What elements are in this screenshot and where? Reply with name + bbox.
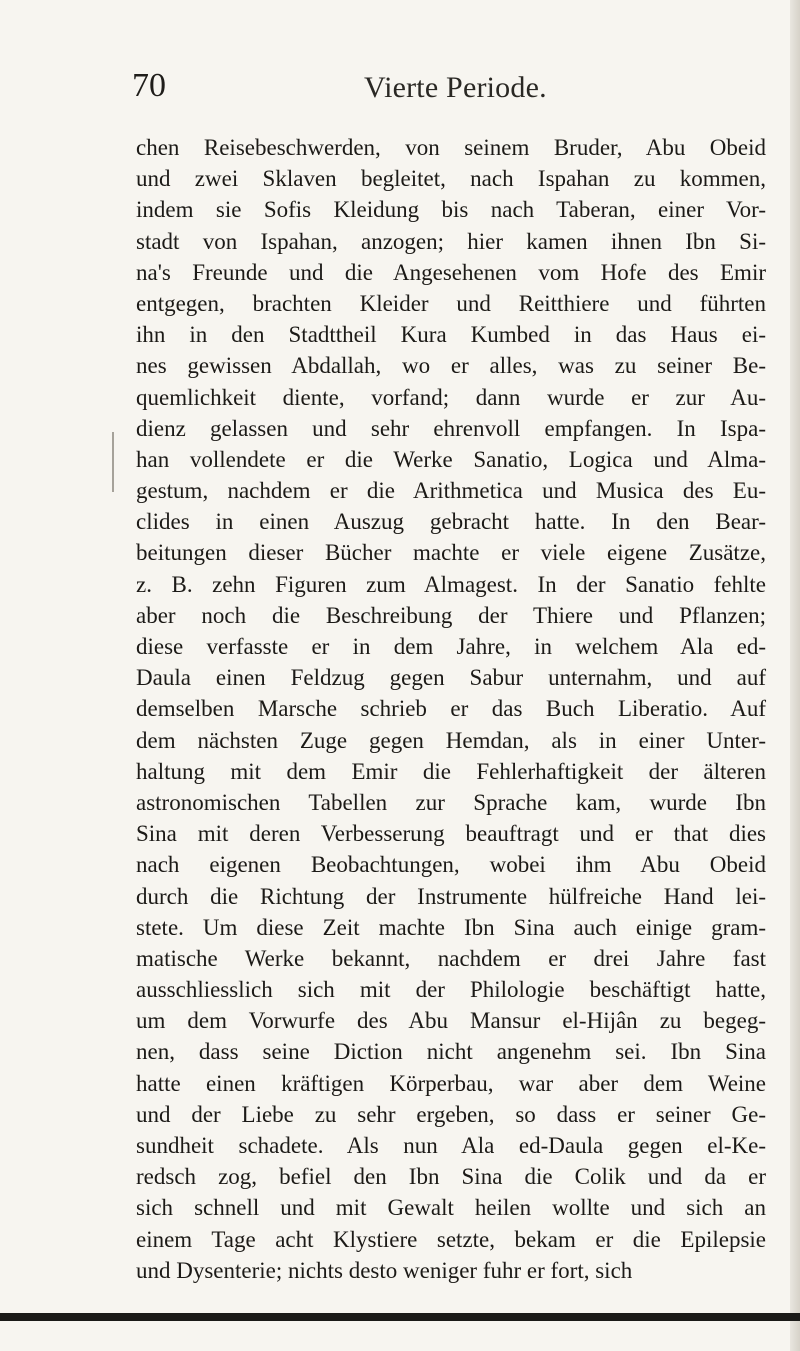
text-line: gestum, nachdem er die Arithmetica und Musica des Eu-	[136, 478, 766, 504]
page-edge-shadow	[790, 0, 800, 1351]
margin-mark	[112, 432, 118, 492]
text-line: nen, dass seine Diction nicht angenehm sei. Ibn Sina	[136, 1039, 766, 1065]
text-line: sich schnell und mit Gewalt heilen wollte und sich an	[136, 1195, 766, 1221]
text-line: hatte einen kräftigen Körperbau, war aber dem Weine	[136, 1070, 766, 1096]
text-line: diese verfasste er in dem Jahre, in welchem Ala ed-	[136, 634, 766, 659]
text-line: astronomischen Tabellen zur Sprache kam, wurde Ibn	[136, 789, 766, 815]
text-line: beitungen dieser Bücher machte er viele eigene Zusätze,	[136, 540, 766, 566]
text-line: matische Werke bekannt, nachdem er drei Jahre fast	[136, 945, 766, 971]
text-line: haltung mit dem Emir die Fehlerhaftigkeit der älteren	[136, 758, 766, 784]
text-line: z. B. zehn Figuren zum Almagest. In der Sanatio fehlte	[136, 571, 766, 597]
text-line: dem nächsten Zuge gegen Hemdan, als in einer Unter-	[136, 727, 766, 753]
text-line: und Dysenterie; nichts desto weniger fuhr er fort, sich	[136, 1257, 633, 1283]
text-line: nes gewissen Abdallah, wo er alles, was zu seiner Be-	[136, 353, 766, 379]
text-line: dienz gelassen und sehr ehrenvoll empfangen. In Ispa-	[136, 415, 766, 441]
text-line: indem sie Sofis Kleidung bis nach Taberan, einer Vor-	[136, 197, 766, 223]
text-line: demselben Marsche schrieb er das Buch Liberatio. Auf	[136, 696, 766, 722]
text-line: redsch zog, befiel den Ibn Sina die Colik und da er	[136, 1164, 766, 1190]
text-line: sundheit schadete. Als nun Ala ed-Daula gegen el-Ke-	[136, 1133, 766, 1158]
text-line: aber noch die Beschreibung der Thiere und Pflanzen;	[136, 602, 766, 628]
text-line: und der Liebe zu sehr ergeben, so dass er seiner Ge-	[136, 1101, 766, 1127]
text-line: ausschliesslich sich mit der Philologie beschäftigt hatte,	[136, 977, 766, 1003]
page-bottom-edge	[0, 1313, 800, 1321]
page-number: 70	[132, 67, 166, 104]
text-line: Sina mit deren Verbesserung beauftragt und er that dies	[136, 821, 766, 847]
text-line: einem Tage acht Klystiere setzte, bekam er die Epilepsie	[136, 1226, 766, 1252]
text-line: stete. Um diese Zeit machte Ibn Sina auch einige gram-	[136, 914, 766, 940]
text-line: nach eigenen Beobachtungen, wobei ihm Abu Obeid	[136, 852, 766, 878]
text-line: ihn in den Stadttheil Kura Kumbed in das Haus ei-	[136, 322, 766, 348]
text-line: und zwei Sklaven begleitet, nach Ispahan zu kommen,	[136, 166, 766, 192]
text-line: durch die Richtung der Instrumente hülfreiche Hand lei-	[136, 883, 766, 909]
text-line: chen Reisebeschwerden, von seinem Bruder, Abu Obeid	[136, 135, 766, 160]
text-line: quemlichkeit diente, vorfand; dann wurde er zur Au-	[136, 384, 766, 410]
page-header	[132, 66, 752, 110]
running-title: Vierte Periode.	[364, 71, 547, 104]
text-line: han vollendete er die Werke Sanatio, Logica und Alma-	[136, 446, 766, 472]
text-line: clides in einen Auszug gebracht hatte. In den Bear-	[136, 509, 766, 535]
body-text	[136, 132, 766, 1286]
text-line: entgegen, brachten Kleider und Reitthiere und führten	[136, 290, 766, 316]
text-line: stadt von Ispahan, anzogen; hier kamen ihnen Ibn Si-	[136, 228, 766, 254]
text-line: um dem Vorwurfe des Abu Mansur el-Hijân zu begeg-	[136, 1008, 766, 1034]
text-line: na's Freunde und die Angesehenen vom Hofe des Emir	[136, 259, 766, 285]
text-line: Daula einen Feldzug gegen Sabur unternahm, und auf	[136, 665, 766, 691]
